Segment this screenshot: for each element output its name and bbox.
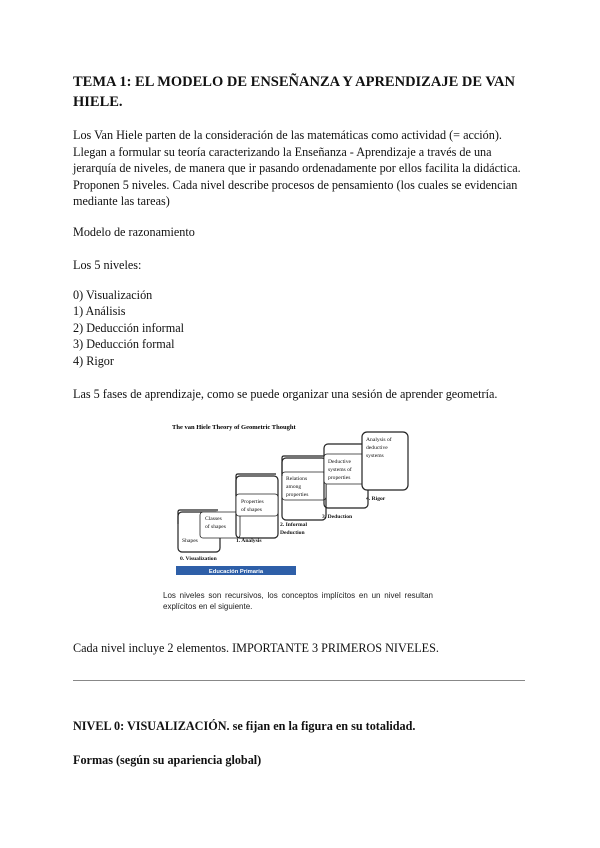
box-label: of shapes — [241, 507, 262, 513]
level-label: 4. Rigor — [366, 496, 386, 502]
figure-caption: Los niveles son recursivos, los conceptos implícitos en un nivel resultan explícitos en el siguiente. — [163, 591, 433, 611]
box-label: systems of — [328, 467, 352, 473]
document-title: TEMA 1: EL MODELO DE ENSEÑANZA Y APRENDIZAJE DE VAN HIELE. — [73, 74, 515, 110]
level-item: 0) Visualización — [73, 288, 153, 302]
intro-paragraph: Los Van Hiele parten de la consideración de las matemáticas como actividad (= acción). Llegan a formular su teoría caracterizando la Enseñanza - Aprendizaje a través de una jerarquía de niveles, de manera que ir pasando ordenadamente por ellos facilita la didáctica. Proponen 5 niveles. Cada nivel describe procesos de pensamiento (los cuales se evidencian mediante las tareas) — [73, 128, 521, 209]
van-hiele-figure — [158, 414, 448, 620]
box-label: properties — [328, 475, 351, 481]
figure-title: The van Hiele Theory of Geometric Thought — [172, 424, 296, 431]
level-item: 1) Análisis — [73, 304, 126, 319]
box-label: Relations — [286, 476, 308, 482]
box-label: Shapes — [182, 538, 198, 544]
level-item: 3) Deducción formal — [73, 337, 175, 352]
levels-list — [73, 287, 184, 369]
level-label: 1. Analysis — [236, 538, 262, 544]
level-label: Deduction — [280, 530, 305, 536]
level-item: 2) Deducción informal — [73, 320, 185, 335]
level-label: 0. Visualization — [180, 556, 217, 562]
level-label: 3. Deduction — [322, 514, 353, 520]
box-label: deductive — [366, 445, 388, 451]
cada-nivel-paragraph: Cada nivel incluye 2 elementos. IMPORTANTE 3 PRIMEROS NIVELES. — [73, 641, 439, 655]
section-divider — [73, 680, 525, 681]
level-item: 4) Rigor — [73, 353, 114, 368]
box-label: Deductive — [328, 459, 351, 465]
formas-heading: Formas (según su apariencia global) — [73, 753, 262, 767]
box-label: among — [286, 484, 302, 490]
nivel0-heading: NIVEL 0: VISUALIZACIÓN. se fijan en la figura en su totalidad. — [73, 719, 416, 733]
box-label: systems — [366, 453, 384, 459]
box-label: Classes — [205, 516, 222, 522]
level-label: 2. Informal — [280, 522, 308, 528]
fases-paragraph: Las 5 fases de aprendizaje, como se puede organizar una sesión de aprender geometría. — [73, 387, 498, 401]
box-label: of shapes — [205, 524, 226, 530]
modelo-paragraph: Modelo de razonamiento — [73, 225, 195, 239]
box-label: Properties — [241, 499, 264, 505]
five-levels-label: Los 5 niveles: — [73, 258, 142, 272]
box-label: properties — [286, 492, 309, 498]
primary-education-label: Educación Primaria — [208, 569, 264, 575]
box-label: Analysis of — [366, 437, 392, 443]
